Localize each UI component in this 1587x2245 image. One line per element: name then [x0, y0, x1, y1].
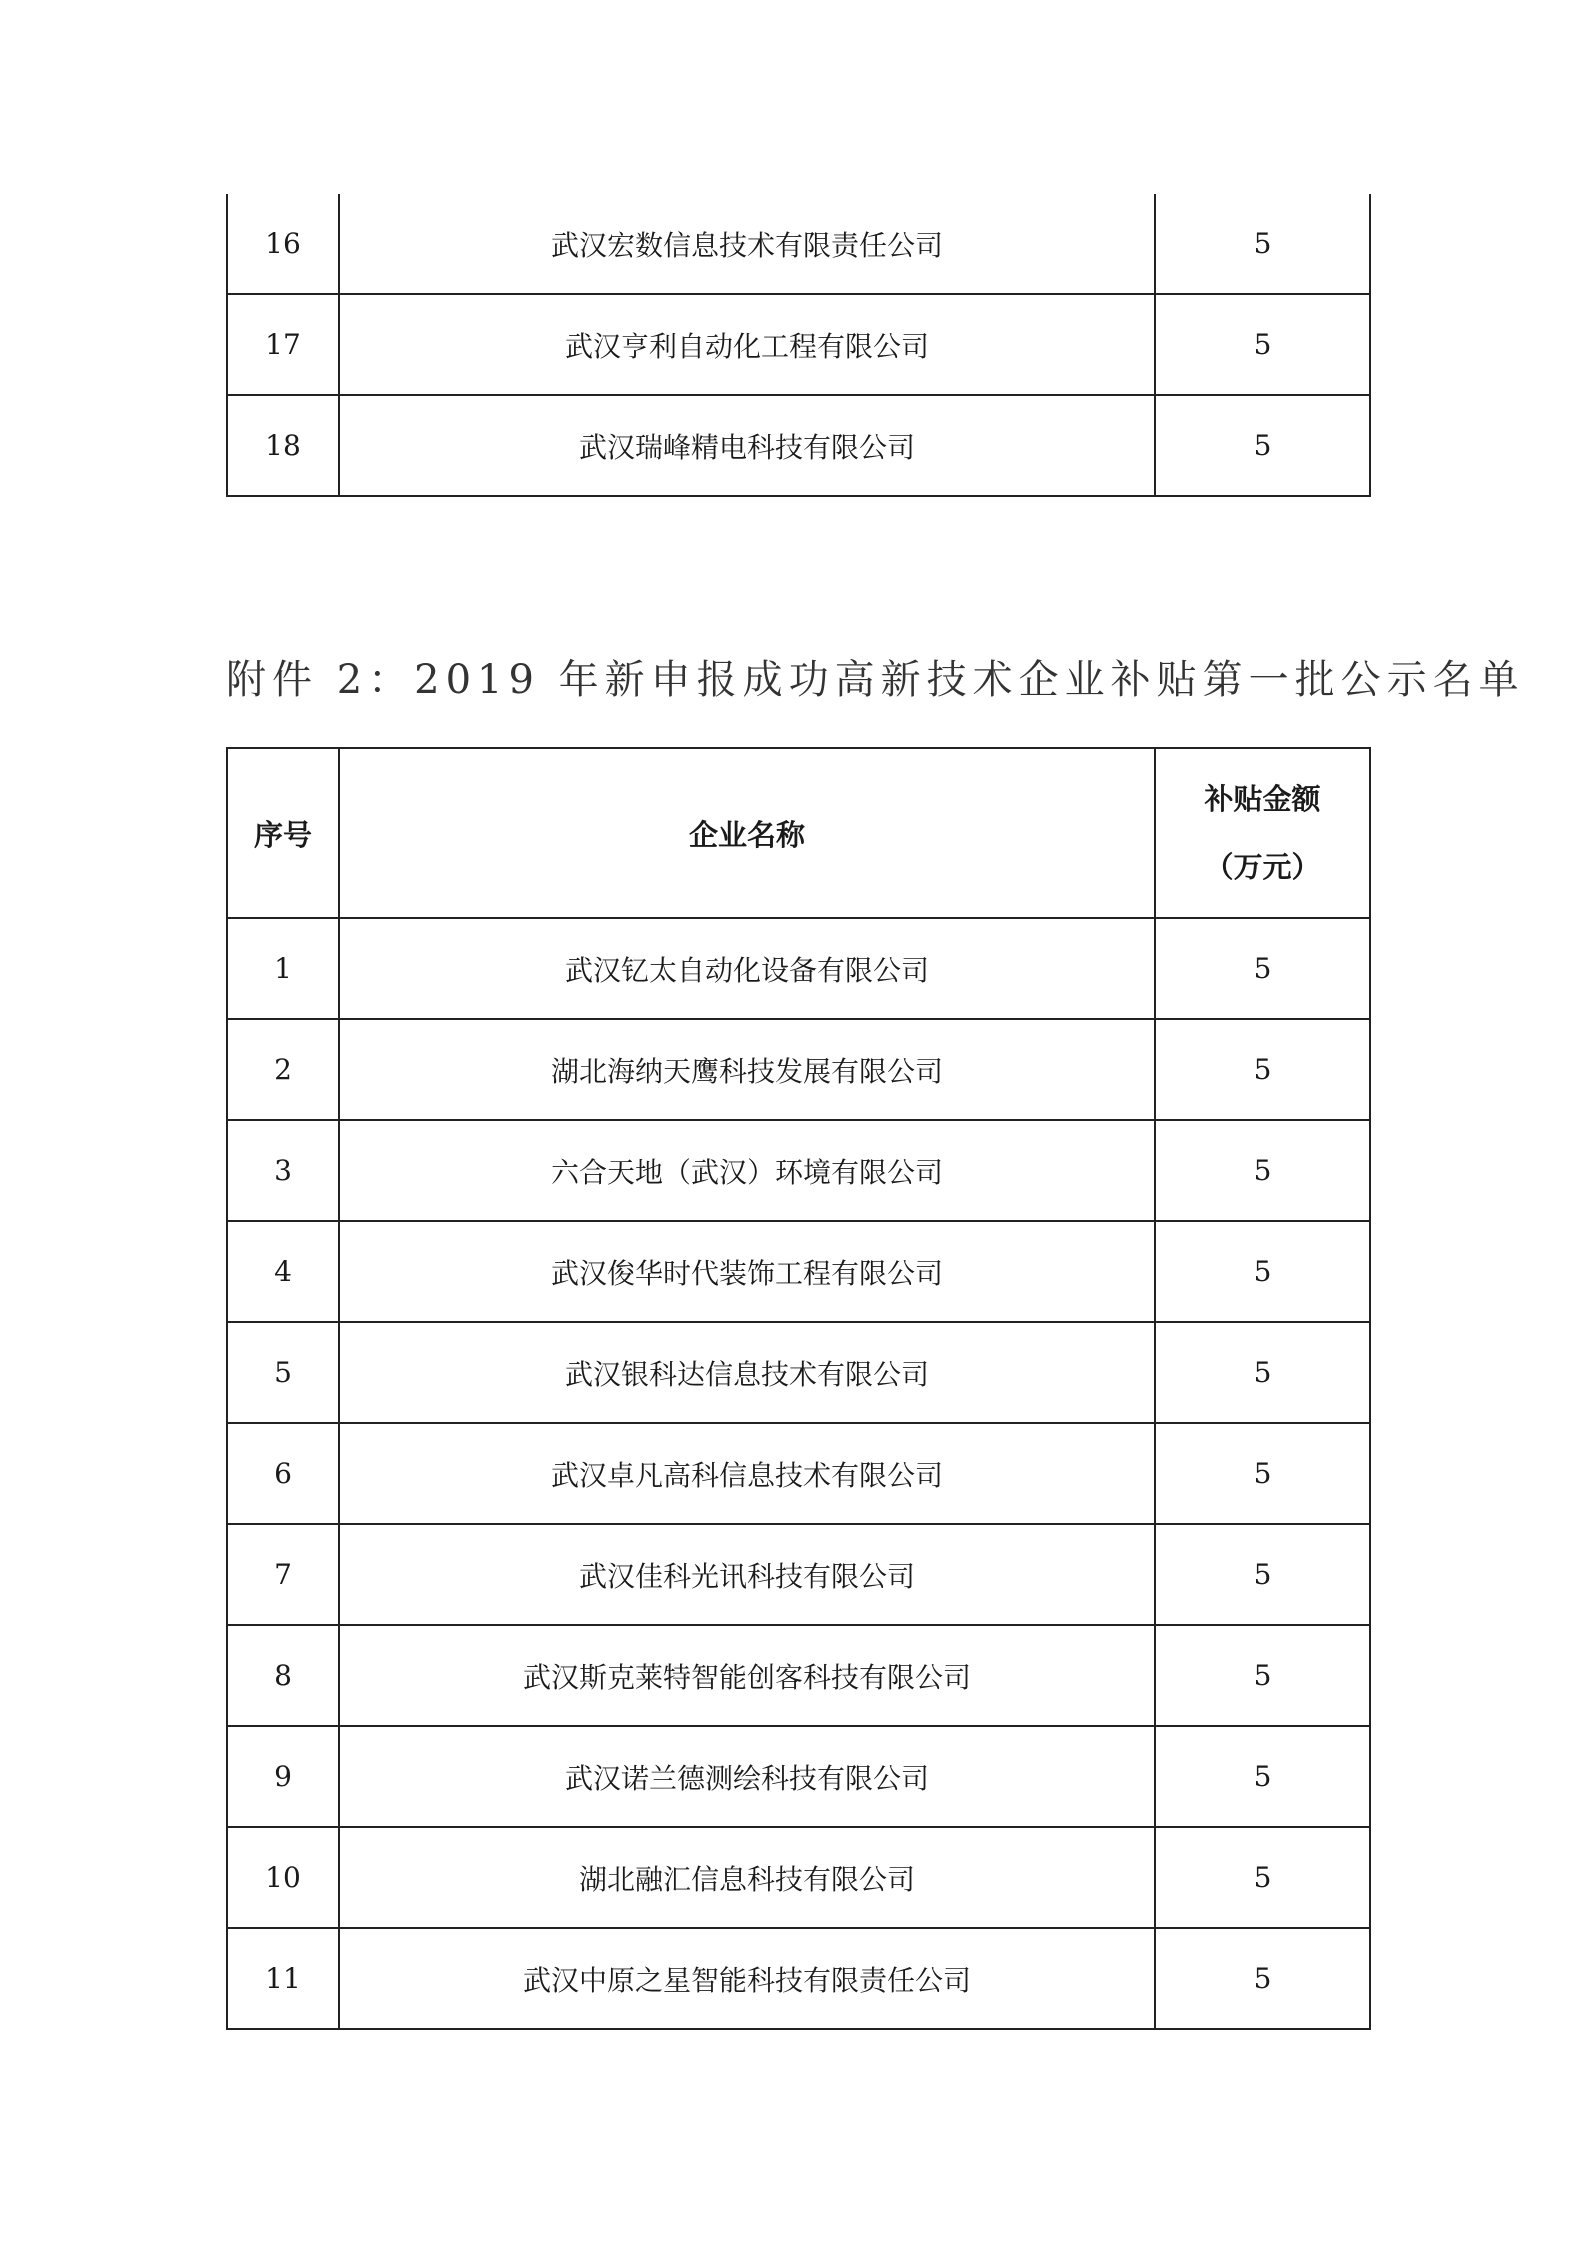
table-row: [227, 1928, 1370, 2029]
table-row: [227, 1120, 1370, 1221]
table-row: [227, 1625, 1370, 1726]
row-number: 5: [227, 1322, 339, 1423]
subsidy-company-table: [226, 747, 1371, 2030]
subsidy-amount: 5: [1155, 1120, 1370, 1221]
header-amount-line2: （万元）: [1204, 850, 1321, 884]
subsidy-amount: 5: [1155, 294, 1370, 395]
subsidy-amount: 5: [1155, 395, 1370, 496]
row-number: 17: [227, 294, 339, 395]
section-title: 附件 2：2019 年新申报成功高新技术企业补贴第一批公示名单: [226, 657, 1525, 703]
row-number: 8: [227, 1625, 339, 1726]
company-name: 武汉卓凡高科信息技术有限公司: [339, 1423, 1155, 1524]
table-row: [227, 294, 1370, 395]
table-row: [227, 918, 1370, 1019]
subsidy-amount: 5: [1155, 1322, 1370, 1423]
table-row: [227, 1423, 1370, 1524]
subsidy-amount: 5: [1155, 1221, 1370, 1322]
company-name: 武汉诺兰德测绘科技有限公司: [339, 1726, 1155, 1827]
subsidy-amount: 5: [1155, 1726, 1370, 1827]
subsidy-amount: 5: [1155, 1019, 1370, 1120]
row-number: 16: [227, 194, 339, 294]
row-number: 1: [227, 918, 339, 1019]
row-number: 10: [227, 1827, 339, 1928]
company-name: 湖北海纳天鹰科技发展有限公司: [339, 1019, 1155, 1120]
subsidy-amount: 5: [1155, 918, 1370, 1019]
company-name: 武汉俊华时代装饰工程有限公司: [339, 1221, 1155, 1322]
table-row: [227, 1524, 1370, 1625]
company-name: 湖北融汇信息科技有限公司: [339, 1827, 1155, 1928]
row-number: 6: [227, 1423, 339, 1524]
table-row: [227, 194, 1370, 294]
company-name: 武汉亨利自动化工程有限公司: [339, 294, 1155, 395]
continued-company-table: [226, 194, 1371, 497]
table-header-row: [227, 748, 1370, 918]
subsidy-amount: 5: [1155, 194, 1370, 294]
subsidy-amount: 5: [1155, 1524, 1370, 1625]
company-name: 武汉宏数信息技术有限责任公司: [339, 194, 1155, 294]
continued-table-body: [227, 194, 1370, 496]
table-row: [227, 1019, 1370, 1120]
header-company-name: 企业名称: [339, 748, 1155, 918]
company-name: 武汉斯克莱特智能创客科技有限公司: [339, 1625, 1155, 1726]
header-number: 序号: [227, 748, 339, 918]
company-name: 武汉佳科光讯科技有限公司: [339, 1524, 1155, 1625]
subsidy-amount: 5: [1155, 1625, 1370, 1726]
row-number: 18: [227, 395, 339, 496]
row-number: 11: [227, 1928, 339, 2029]
company-name: 六合天地（武汉）环境有限公司: [339, 1120, 1155, 1221]
company-name: 武汉瑞峰精电科技有限公司: [339, 395, 1155, 496]
table-row: [227, 1827, 1370, 1928]
subsidy-table-body: [227, 748, 1370, 2029]
row-number: 3: [227, 1120, 339, 1221]
row-number: 7: [227, 1524, 339, 1625]
subsidy-amount: 5: [1155, 1423, 1370, 1524]
row-number: 9: [227, 1726, 339, 1827]
row-number: 2: [227, 1019, 339, 1120]
table-row: [227, 1726, 1370, 1827]
company-name: 武汉钇太自动化设备有限公司: [339, 918, 1155, 1019]
company-name: 武汉银科达信息技术有限公司: [339, 1322, 1155, 1423]
row-number: 4: [227, 1221, 339, 1322]
subsidy-amount: 5: [1155, 1928, 1370, 2029]
subsidy-amount: 5: [1155, 1827, 1370, 1928]
table-row: [227, 1221, 1370, 1322]
table-row: [227, 1322, 1370, 1423]
company-name: 武汉中原之星智能科技有限责任公司: [339, 1928, 1155, 2029]
header-amount-line1: 补贴金额: [1204, 782, 1321, 816]
header-subsidy-amount: [1155, 748, 1370, 918]
table-row: [227, 395, 1370, 496]
